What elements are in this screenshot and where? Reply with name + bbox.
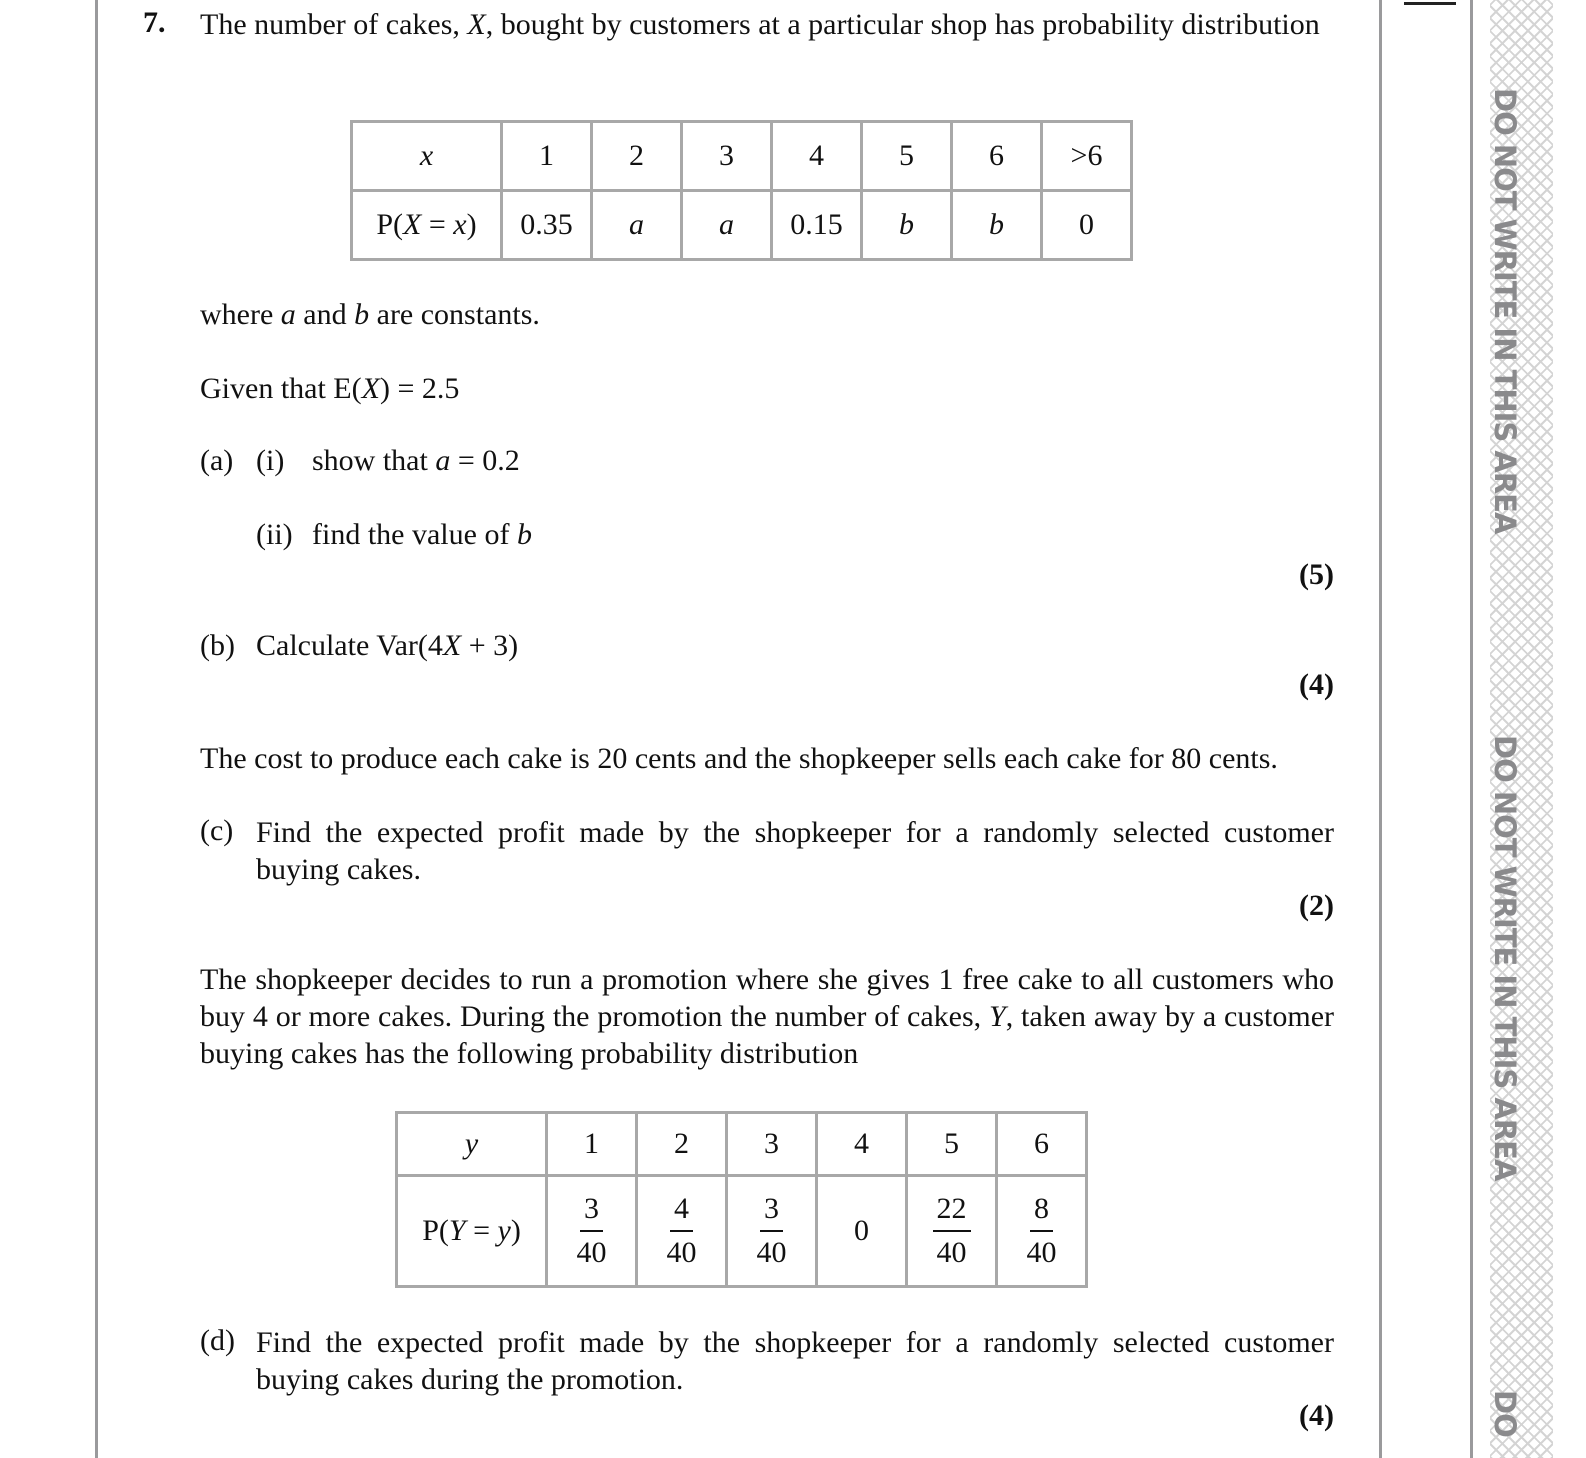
part-a-i-label: (i) <box>256 444 285 477</box>
part-a-marks: (5) <box>1299 558 1334 591</box>
part-a-i-text: show that a = 0.2 <box>312 444 520 477</box>
denominator: 40 <box>756 1236 787 1269</box>
fraction <box>667 1192 697 1270</box>
numerator: 3 <box>760 1192 783 1232</box>
probability-cell: a <box>592 191 682 260</box>
table-row-label: P(X = x) <box>352 191 502 260</box>
y-value-cell: 6 <box>997 1113 1087 1176</box>
probability-cell: 0 <box>1042 191 1132 260</box>
probability-cell <box>637 1176 727 1287</box>
table-header-cell: x <box>352 122 502 191</box>
marks-column-top-mark <box>1404 0 1456 5</box>
probability-cell <box>727 1176 817 1287</box>
part-c-label: (c) <box>200 814 234 847</box>
y-value-cell: 4 <box>817 1113 907 1176</box>
part-c-marks: (2) <box>1299 889 1334 922</box>
part-d-text: Find the expected profit made by the shopkeeper for a randomly selected customer buying cakes during the promotion. <box>256 1326 1334 1396</box>
numerator: 4 <box>670 1192 693 1232</box>
table-row <box>352 122 1132 191</box>
marks-column-right-border <box>1470 0 1473 1458</box>
y-value-cell: 2 <box>637 1113 727 1176</box>
x-value-cell: >6 <box>1042 122 1132 191</box>
denominator: 40 <box>936 1236 967 1269</box>
probability-cell: 0.15 <box>772 191 862 260</box>
question-intro: The number of cakes, X, bought by customers at a particular shop has probability distribution <box>200 8 1320 41</box>
page-left-border <box>95 0 98 1458</box>
y-value-cell: 3 <box>727 1113 817 1176</box>
x-value-cell: 3 <box>682 122 772 191</box>
part-c-text: Find the expected profit made by the shopkeeper for a randomly selected customer buying cakes. <box>256 816 1334 886</box>
question-number: 7. <box>143 6 166 39</box>
x-value-cell: 5 <box>862 122 952 191</box>
part-b-marks: (4) <box>1299 668 1334 701</box>
given-text: Given that E(X) = 2.5 <box>200 372 460 405</box>
marks-column-left-border <box>1379 0 1382 1458</box>
margin-warning: DO NOT WRITE IN THIS AREA <box>1488 88 1522 534</box>
promotion-text: The shopkeeper decides to run a promotion where she gives 1 free cake to all customers who buy 4 or more cakes. During the promotion the number of cakes, Y, taken away by a customer buying cakes has the following probability distribution <box>200 963 1335 1070</box>
cost-text: The cost to produce each cake is 20 cents and the shopkeeper sells each cake for 80 cents. <box>200 742 1278 775</box>
fraction <box>1027 1192 1057 1270</box>
probability-cell <box>547 1176 637 1287</box>
x-value-cell: 4 <box>772 122 862 191</box>
x-value-cell: 6 <box>952 122 1042 191</box>
part-a-label: (a) <box>200 444 234 477</box>
numerator: 22 <box>933 1192 971 1232</box>
y-value-cell: 5 <box>907 1113 997 1176</box>
probability-cell <box>997 1176 1087 1287</box>
probability-cell: b <box>862 191 952 260</box>
part-b-label: (b) <box>200 629 235 662</box>
distribution-table-y <box>395 1111 1088 1288</box>
part-d-label: (d) <box>200 1324 235 1357</box>
probability-cell: b <box>952 191 1042 260</box>
part-b-text: Calculate Var(4X + 3) <box>256 629 519 662</box>
probability-cell <box>907 1176 997 1287</box>
table-row <box>397 1176 1087 1287</box>
margin-warning: DO NOT WRITE IN THIS AREA <box>1488 735 1522 1181</box>
fraction <box>577 1192 607 1270</box>
denominator: 40 <box>1026 1236 1057 1269</box>
part-a-ii-text: find the value of b <box>312 518 532 551</box>
x-value-cell: 2 <box>592 122 682 191</box>
part-d-marks: (4) <box>1299 1399 1334 1432</box>
x-value-cell: 1 <box>502 122 592 191</box>
table-row-label: P(Y = y) <box>397 1176 547 1287</box>
denominator: 40 <box>666 1236 697 1269</box>
fraction <box>933 1192 971 1270</box>
denominator: 40 <box>576 1236 607 1269</box>
constants-text: where a and b are constants. <box>200 298 540 331</box>
probability-cell: 0 <box>817 1176 907 1287</box>
y-value-cell: 1 <box>547 1113 637 1176</box>
distribution-table-x <box>350 120 1133 261</box>
numerator: 3 <box>580 1192 603 1232</box>
table-row <box>397 1113 1087 1176</box>
table-header-cell: y <box>397 1113 547 1176</box>
fraction <box>757 1192 787 1270</box>
probability-cell: a <box>682 191 772 260</box>
table-row <box>352 191 1132 260</box>
part-a-ii-label: (ii) <box>256 518 293 551</box>
margin-warning: DO <box>1488 1390 1522 1437</box>
numerator: 8 <box>1030 1192 1053 1232</box>
probability-cell: 0.35 <box>502 191 592 260</box>
